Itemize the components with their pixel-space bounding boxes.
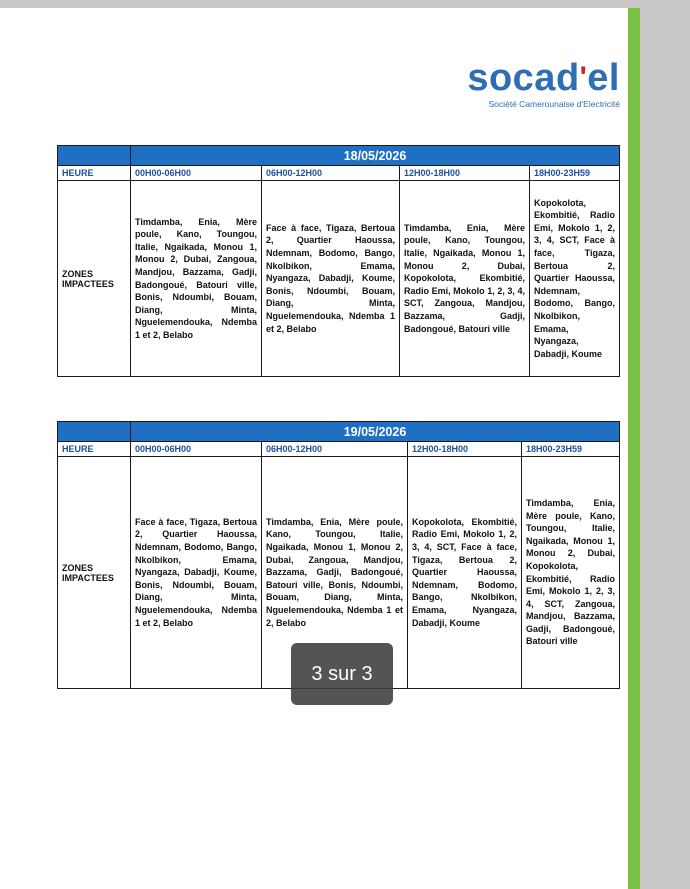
time-slot-header: 12H00-18H00 xyxy=(408,442,522,457)
time-slot-header: 00H00-06H00 xyxy=(131,442,262,457)
zones-cell: Timdamba, Enia, Mère poule, Kano, Toungou, Italie, Ngaikada, Monou 1, Monou 2, Dubai, Kopokolota, Ekombitié, Radio Emi, Mokolo 1, 2, 3, 4, SCT, Zangoua, Mandjou, Bazzama, Gadji, Badongoué, Batouri ville xyxy=(522,457,620,689)
zones-row xyxy=(58,181,620,377)
logo-wordmark xyxy=(440,58,620,98)
date-row-blank xyxy=(58,422,131,442)
time-slot-header: 12H00-18H00 xyxy=(400,166,530,181)
logo-part1: socad xyxy=(467,57,580,99)
time-slot-header: 18H00-23H59 xyxy=(522,442,620,457)
schedule-date: 19/05/2026 xyxy=(131,422,620,442)
header-row xyxy=(58,442,620,457)
logo-accent: ' xyxy=(579,61,588,94)
time-slot-header: 06H00-12H00 xyxy=(262,166,400,181)
zones-cell: Timdamba, Enia, Mère poule, Kano, Toungou, Italie, Ngaikada, Monou 1, Monou 2, Dubai, Kopokolota, Ekombitié, Radio Emi, Mokolo 1, 2, 3, 4, SCT, Zangoua, Mandjou, Bazzama, Gadji, Badongoué, Batouri ville xyxy=(400,181,530,377)
heure-label: HEURE xyxy=(58,166,131,181)
date-row xyxy=(58,146,620,166)
schedule-date: 18/05/2026 xyxy=(131,146,620,166)
zones-cell: Timdamba, Enia, Mère poule, Kano, Toungou, Italie, Ngaikada, Monou 1, Monou 2, Dubai, Zangoua, Mandjou, Bazzama, Gadji, Badongoué, Batouri ville, Bonis, Ndoumbi, Bouam, Diang, Minta, Nguelemendouka, Ndemba 1 et 2, Belabo xyxy=(131,181,262,377)
zones-cell: Kopokolota, Ekombitié, Radio Emi, Mokolo 1, 2, 3, 4, SCT, Face à face, Tigaza, Bertoua 2, Quartier Haoussa, Ndemnam, Bodomo, Bango, Nkolbikon, Emama, Nyangaza, Dabadji, Koume xyxy=(408,457,522,689)
zones-impactees-label: ZONES IMPACTEES xyxy=(58,181,131,377)
time-slot-header: 18H00-23H59 xyxy=(530,166,620,181)
time-slot-header: 06H00-12H00 xyxy=(262,442,408,457)
header-row xyxy=(58,166,620,181)
page-accent-bar xyxy=(628,8,640,889)
company-logo xyxy=(440,58,620,109)
date-row xyxy=(58,422,620,442)
zones-cell: Face à face, Tigaza, Bertoua 2, Quartier Haoussa, Ndemnam, Bodomo, Bango, Nkolbikon, Emama, Nyangaza, Dabadji, Koume, Bonis, Ndoumbi, Bouam, Diang, Minta, Nguelemendouka, Ndemba 1 et 2, Belabo xyxy=(131,457,262,689)
heure-label: HEURE xyxy=(58,442,131,457)
schedule-table-1 xyxy=(57,145,620,377)
logo-part2: el xyxy=(587,57,620,99)
zones-cell: Timdamba, Enia, Mère poule, Kano, Toungou, Italie, Ngaikada, Monou 1, Monou 2, Dubai, Zangoua, Mandjou, Bazzama, Gadji, Badongoué, Batouri ville, Bonis, Ndoumbi, Bouam, Diang, Minta, Nguelemendouka, Ndemba 1 et 2, Belabo xyxy=(262,457,408,689)
logo-subtitle: Société Camerounaise d'Electricité xyxy=(488,99,620,109)
zones-cell: Kopokolota, Ekombitié, Radio Emi, Mokolo 1, 2, 3, 4, SCT, Face à face, Tigaza, Bertoua 2, Quartier Haoussa, Ndemnam, Bodomo, Bango, Nkolbikon, Emama, Nyangaza, Dabadji, Koume xyxy=(530,181,620,377)
time-slot-header: 00H00-06H00 xyxy=(131,166,262,181)
zones-impactees-label: ZONES IMPACTEES xyxy=(58,457,131,689)
zones-cell: Face à face, Tigaza, Bertoua 2, Quartier Haoussa, Ndemnam, Bodomo, Bango, Nkolbikon, Emama, Nyangaza, Dabadji, Koume, Bonis, Ndoumbi, Bouam, Diang, Minta, Nguelemendouka, Ndemba 1 et 2, Belabo xyxy=(262,181,400,377)
page-indicator: 3 sur 3 xyxy=(291,643,393,705)
date-row-blank xyxy=(58,146,131,166)
